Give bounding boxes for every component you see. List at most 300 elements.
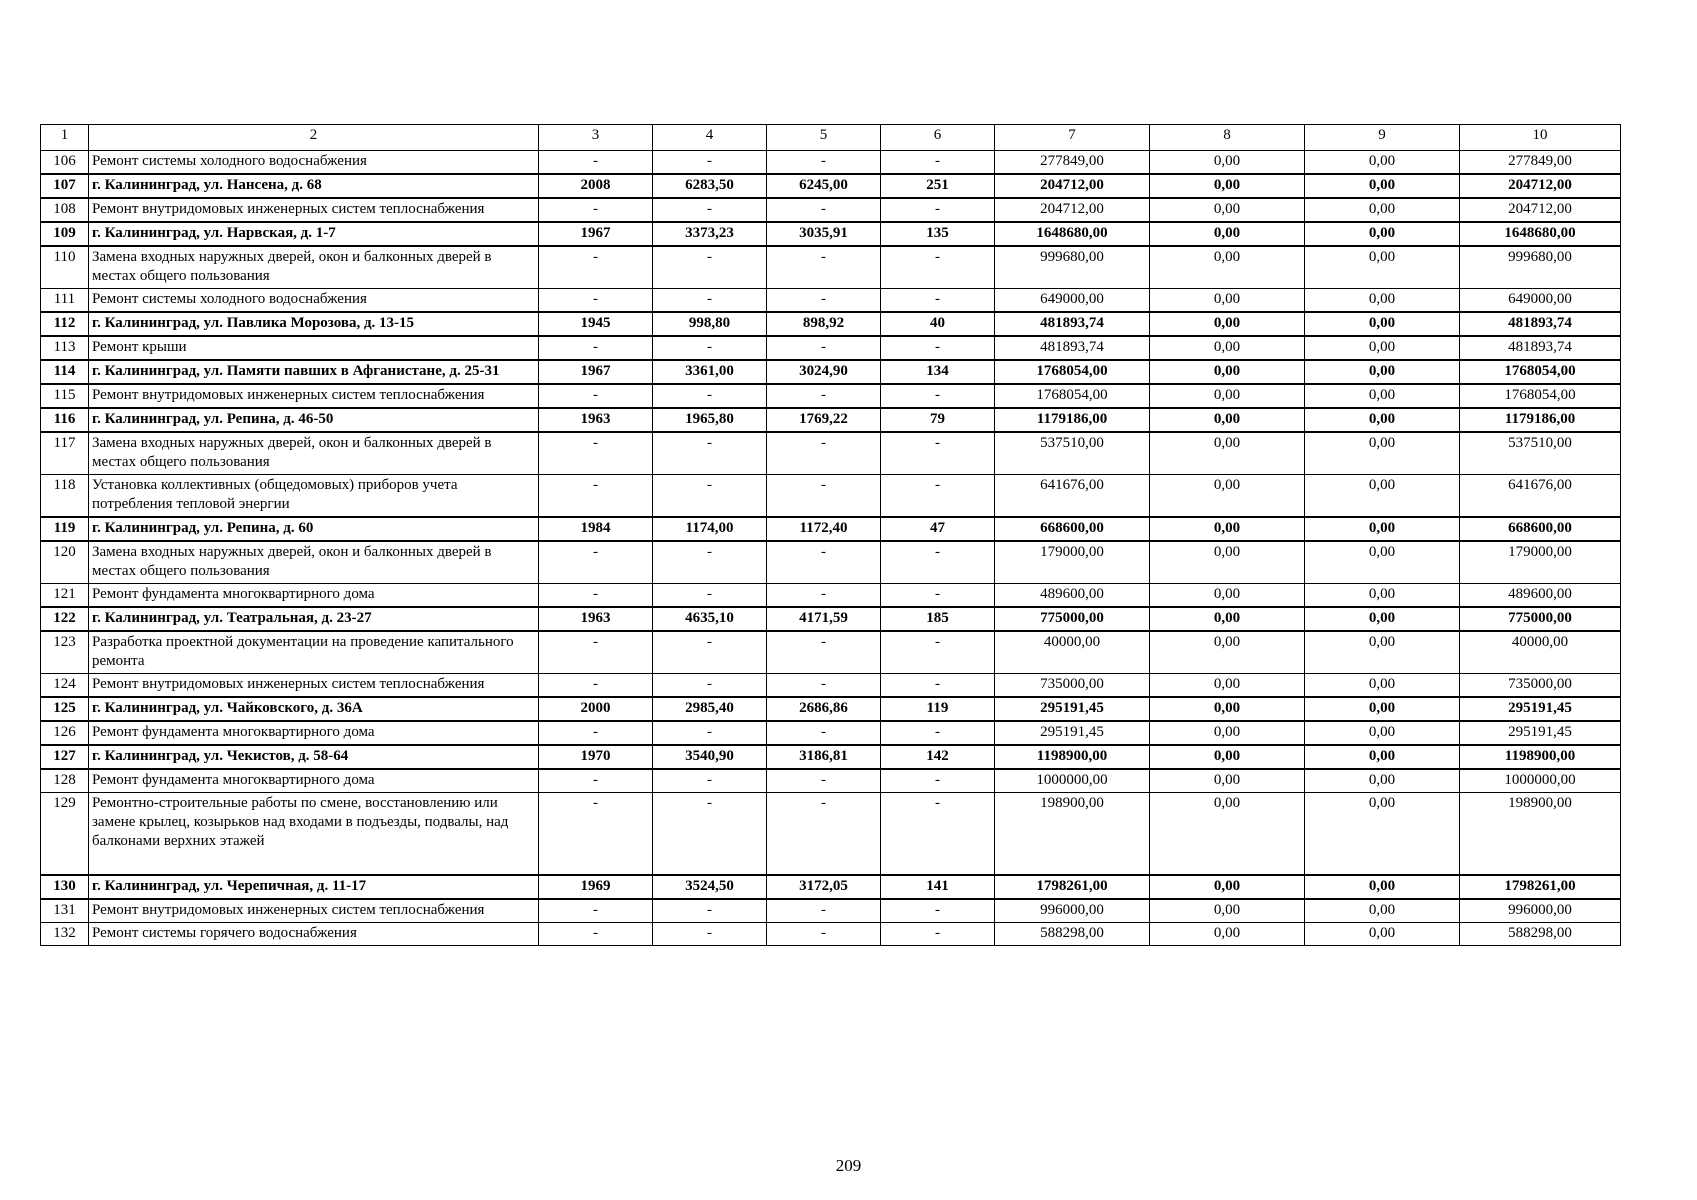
- living-area-cell: -: [767, 769, 881, 793]
- row-name-cell: Ремонт системы холодного водоснабжения: [89, 151, 539, 175]
- living-area-cell: -: [767, 899, 881, 923]
- owners-cost-cell: 481893,74: [1460, 312, 1621, 336]
- budget-cost-cell: 0,00: [1305, 541, 1460, 584]
- owners-cost-cell: 40000,00: [1460, 631, 1621, 674]
- row-name-cell: г. Калининград, ул. Театральная, д. 23-27: [89, 607, 539, 631]
- total-area-cell: -: [653, 923, 767, 946]
- row-number-cell: 109: [41, 222, 89, 246]
- owners-cost-cell: 204712,00: [1460, 174, 1621, 198]
- row-name-cell: Замена входных наружных дверей, окон и балконных дверей в местах общего пользования: [89, 541, 539, 584]
- build-year-cell: -: [539, 793, 653, 876]
- total-area-cell: -: [653, 432, 767, 475]
- total-area-cell: -: [653, 769, 767, 793]
- owners-cost-cell: 996000,00: [1460, 899, 1621, 923]
- row-number-cell: 127: [41, 745, 89, 769]
- fund-cost-cell: 0,00: [1150, 312, 1305, 336]
- total-area-cell: -: [653, 721, 767, 745]
- residents-cell: -: [881, 198, 995, 222]
- budget-cost-cell: 0,00: [1305, 312, 1460, 336]
- work-row: [41, 584, 1621, 608]
- build-year-cell: -: [539, 923, 653, 946]
- build-year-cell: -: [539, 475, 653, 518]
- budget-cost-cell: 0,00: [1305, 289, 1460, 313]
- build-year-cell: 1984: [539, 517, 653, 541]
- row-name-cell: Ремонт фундамента многоквартирного дома: [89, 584, 539, 608]
- budget-cost-cell: 0,00: [1305, 384, 1460, 408]
- column-header: 7: [995, 125, 1150, 151]
- residents-cell: -: [881, 336, 995, 360]
- living-area-cell: -: [767, 384, 881, 408]
- total-area-cell: 1965,80: [653, 408, 767, 432]
- total-area-cell: 998,80: [653, 312, 767, 336]
- row-number-cell: 124: [41, 674, 89, 698]
- owners-cost-cell: 735000,00: [1460, 674, 1621, 698]
- address-row: [41, 360, 1621, 384]
- fund-cost-cell: 0,00: [1150, 793, 1305, 876]
- fund-cost-cell: 0,00: [1150, 899, 1305, 923]
- owners-cost-cell: 775000,00: [1460, 607, 1621, 631]
- row-number-cell: 115: [41, 384, 89, 408]
- row-number-cell: 123: [41, 631, 89, 674]
- living-area-cell: -: [767, 793, 881, 876]
- total-cost-cell: 1798261,00: [995, 875, 1150, 899]
- residents-cell: -: [881, 793, 995, 876]
- budget-cost-cell: 0,00: [1305, 899, 1460, 923]
- living-area-cell: 2686,86: [767, 697, 881, 721]
- total-cost-cell: 1768054,00: [995, 384, 1150, 408]
- budget-cost-cell: 0,00: [1305, 875, 1460, 899]
- fund-cost-cell: 0,00: [1150, 674, 1305, 698]
- total-cost-cell: 1198900,00: [995, 745, 1150, 769]
- column-header: 1: [41, 125, 89, 151]
- residents-cell: 141: [881, 875, 995, 899]
- row-name-cell: г. Калининград, ул. Памяти павших в Афганистане, д. 25-31: [89, 360, 539, 384]
- budget-cost-cell: 0,00: [1305, 475, 1460, 518]
- build-year-cell: -: [539, 432, 653, 475]
- work-row: [41, 151, 1621, 175]
- total-area-cell: -: [653, 151, 767, 175]
- row-number-cell: 121: [41, 584, 89, 608]
- row-name-cell: г. Калининград, ул. Чайковского, д. 36А: [89, 697, 539, 721]
- living-area-cell: -: [767, 198, 881, 222]
- column-header: 8: [1150, 125, 1305, 151]
- residents-cell: -: [881, 631, 995, 674]
- budget-cost-cell: 0,00: [1305, 674, 1460, 698]
- fund-cost-cell: 0,00: [1150, 198, 1305, 222]
- address-row: [41, 697, 1621, 721]
- work-row: [41, 631, 1621, 674]
- total-cost-cell: 775000,00: [995, 607, 1150, 631]
- living-area-cell: 1769,22: [767, 408, 881, 432]
- total-cost-cell: 735000,00: [995, 674, 1150, 698]
- living-area-cell: 3024,90: [767, 360, 881, 384]
- total-cost-cell: 537510,00: [995, 432, 1150, 475]
- address-row: [41, 174, 1621, 198]
- total-cost-cell: 999680,00: [995, 246, 1150, 289]
- total-area-cell: -: [653, 198, 767, 222]
- residents-cell: 119: [881, 697, 995, 721]
- living-area-cell: -: [767, 631, 881, 674]
- column-header: 2: [89, 125, 539, 151]
- total-area-cell: -: [653, 631, 767, 674]
- address-row: [41, 517, 1621, 541]
- build-year-cell: -: [539, 289, 653, 313]
- residents-cell: 79: [881, 408, 995, 432]
- residents-cell: 135: [881, 222, 995, 246]
- residents-cell: -: [881, 769, 995, 793]
- row-number-cell: 125: [41, 697, 89, 721]
- total-cost-cell: 588298,00: [995, 923, 1150, 946]
- budget-cost-cell: 0,00: [1305, 336, 1460, 360]
- owners-cost-cell: 588298,00: [1460, 923, 1621, 946]
- owners-cost-cell: 277849,00: [1460, 151, 1621, 175]
- total-cost-cell: 40000,00: [995, 631, 1150, 674]
- build-year-cell: 1970: [539, 745, 653, 769]
- owners-cost-cell: 1000000,00: [1460, 769, 1621, 793]
- total-area-cell: -: [653, 384, 767, 408]
- row-name-cell: г. Калининград, ул. Репина, д. 46-50: [89, 408, 539, 432]
- residents-cell: -: [881, 151, 995, 175]
- owners-cost-cell: 1798261,00: [1460, 875, 1621, 899]
- row-number-cell: 113: [41, 336, 89, 360]
- owners-cost-cell: 1768054,00: [1460, 384, 1621, 408]
- build-year-cell: 1963: [539, 408, 653, 432]
- fund-cost-cell: 0,00: [1150, 151, 1305, 175]
- total-cost-cell: 996000,00: [995, 899, 1150, 923]
- total-area-cell: -: [653, 336, 767, 360]
- row-name-cell: Ремонт внутридомовых инженерных систем теплоснабжения: [89, 384, 539, 408]
- build-year-cell: -: [539, 336, 653, 360]
- residents-cell: -: [881, 289, 995, 313]
- fund-cost-cell: 0,00: [1150, 875, 1305, 899]
- row-number-cell: 117: [41, 432, 89, 475]
- living-area-cell: 898,92: [767, 312, 881, 336]
- row-name-cell: г. Калининград, ул. Чекистов, д. 58-64: [89, 745, 539, 769]
- owners-cost-cell: 1768054,00: [1460, 360, 1621, 384]
- row-name-cell: Ремонт фундамента многоквартирного дома: [89, 769, 539, 793]
- total-cost-cell: 1648680,00: [995, 222, 1150, 246]
- fund-cost-cell: 0,00: [1150, 289, 1305, 313]
- owners-cost-cell: 481893,74: [1460, 336, 1621, 360]
- owners-cost-cell: 204712,00: [1460, 198, 1621, 222]
- total-cost-cell: 295191,45: [995, 697, 1150, 721]
- row-name-cell: г. Калининград, ул. Павлика Морозова, д. 13-15: [89, 312, 539, 336]
- page-number: 209: [835, 1156, 862, 1175]
- address-row: [41, 745, 1621, 769]
- budget-cost-cell: 0,00: [1305, 584, 1460, 608]
- total-cost-cell: 1000000,00: [995, 769, 1150, 793]
- row-number-cell: 132: [41, 923, 89, 946]
- column-header: 5: [767, 125, 881, 151]
- owners-cost-cell: 999680,00: [1460, 246, 1621, 289]
- budget-cost-cell: 0,00: [1305, 432, 1460, 475]
- row-name-cell: Ремонтно-строительные работы по смене, восстановлению или замене крылец, козырьков над входами в подъезды, подвалы, над балконами верхних этажей: [89, 793, 539, 876]
- fund-cost-cell: 0,00: [1150, 246, 1305, 289]
- build-year-cell: -: [539, 541, 653, 584]
- fund-cost-cell: 0,00: [1150, 336, 1305, 360]
- total-cost-cell: 641676,00: [995, 475, 1150, 518]
- residents-cell: 47: [881, 517, 995, 541]
- owners-cost-cell: 295191,45: [1460, 721, 1621, 745]
- row-name-cell: г. Калининград, ул. Нансена, д. 68: [89, 174, 539, 198]
- fund-cost-cell: 0,00: [1150, 923, 1305, 946]
- row-name-cell: г. Калининград, ул. Репина, д. 60: [89, 517, 539, 541]
- row-number-cell: 126: [41, 721, 89, 745]
- row-number-cell: 107: [41, 174, 89, 198]
- row-number-cell: 120: [41, 541, 89, 584]
- total-area-cell: 3524,50: [653, 875, 767, 899]
- owners-cost-cell: 668600,00: [1460, 517, 1621, 541]
- budget-cost-cell: 0,00: [1305, 151, 1460, 175]
- build-year-cell: 2008: [539, 174, 653, 198]
- total-cost-cell: 204712,00: [995, 198, 1150, 222]
- build-year-cell: -: [539, 151, 653, 175]
- residents-cell: 134: [881, 360, 995, 384]
- budget-cost-cell: 0,00: [1305, 360, 1460, 384]
- residents-cell: -: [881, 923, 995, 946]
- row-name-cell: Установка коллективных (общедомовых) приборов учета потребления тепловой энергии: [89, 475, 539, 518]
- living-area-cell: 3035,91: [767, 222, 881, 246]
- owners-cost-cell: 489600,00: [1460, 584, 1621, 608]
- row-name-cell: Ремонт системы горячего водоснабжения: [89, 923, 539, 946]
- budget-cost-cell: 0,00: [1305, 408, 1460, 432]
- row-number-cell: 129: [41, 793, 89, 876]
- residents-cell: -: [881, 674, 995, 698]
- total-area-cell: 4635,10: [653, 607, 767, 631]
- owners-cost-cell: 198900,00: [1460, 793, 1621, 876]
- fund-cost-cell: 0,00: [1150, 384, 1305, 408]
- residents-cell: -: [881, 384, 995, 408]
- total-area-cell: -: [653, 674, 767, 698]
- total-area-cell: 3361,00: [653, 360, 767, 384]
- work-row: [41, 899, 1621, 923]
- total-cost-cell: 481893,74: [995, 312, 1150, 336]
- budget-cost-cell: 0,00: [1305, 923, 1460, 946]
- work-row: [41, 432, 1621, 475]
- living-area-cell: -: [767, 923, 881, 946]
- build-year-cell: -: [539, 246, 653, 289]
- build-year-cell: -: [539, 899, 653, 923]
- owners-cost-cell: 537510,00: [1460, 432, 1621, 475]
- living-area-cell: 1172,40: [767, 517, 881, 541]
- living-area-cell: -: [767, 289, 881, 313]
- living-area-cell: -: [767, 246, 881, 289]
- row-name-cell: Ремонт крыши: [89, 336, 539, 360]
- fund-cost-cell: 0,00: [1150, 721, 1305, 745]
- fund-cost-cell: 0,00: [1150, 631, 1305, 674]
- work-row: [41, 923, 1621, 946]
- total-cost-cell: 277849,00: [995, 151, 1150, 175]
- living-area-cell: 6245,00: [767, 174, 881, 198]
- build-year-cell: -: [539, 198, 653, 222]
- total-area-cell: -: [653, 899, 767, 923]
- owners-cost-cell: 1198900,00: [1460, 745, 1621, 769]
- row-number-cell: 119: [41, 517, 89, 541]
- build-year-cell: -: [539, 721, 653, 745]
- fund-cost-cell: 0,00: [1150, 745, 1305, 769]
- total-area-cell: -: [653, 541, 767, 584]
- work-row: [41, 384, 1621, 408]
- total-area-cell: -: [653, 584, 767, 608]
- header-row: [41, 125, 1621, 151]
- work-row: [41, 198, 1621, 222]
- residents-cell: -: [881, 541, 995, 584]
- row-name-cell: Замена входных наружных дверей, окон и балконных дверей в местах общего пользования: [89, 432, 539, 475]
- work-row: [41, 475, 1621, 518]
- residents-cell: -: [881, 721, 995, 745]
- row-name-cell: Ремонт фундамента многоквартирного дома: [89, 721, 539, 745]
- column-header: 6: [881, 125, 995, 151]
- total-area-cell: 6283,50: [653, 174, 767, 198]
- row-number-cell: 118: [41, 475, 89, 518]
- total-area-cell: -: [653, 793, 767, 876]
- budget-cost-cell: 0,00: [1305, 607, 1460, 631]
- build-year-cell: -: [539, 674, 653, 698]
- work-row: [41, 793, 1621, 876]
- row-number-cell: 108: [41, 198, 89, 222]
- row-name-cell: Разработка проектной документации на проведение капитального ремонта: [89, 631, 539, 674]
- work-row: [41, 769, 1621, 793]
- fund-cost-cell: 0,00: [1150, 475, 1305, 518]
- owners-cost-cell: 1648680,00: [1460, 222, 1621, 246]
- row-name-cell: Ремонт системы холодного водоснабжения: [89, 289, 539, 313]
- fund-cost-cell: 0,00: [1150, 584, 1305, 608]
- total-area-cell: -: [653, 246, 767, 289]
- owners-cost-cell: 649000,00: [1460, 289, 1621, 313]
- budget-cost-cell: 0,00: [1305, 745, 1460, 769]
- residents-cell: 142: [881, 745, 995, 769]
- budget-cost-cell: 0,00: [1305, 222, 1460, 246]
- budget-cost-cell: 0,00: [1305, 793, 1460, 876]
- row-number-cell: 114: [41, 360, 89, 384]
- document-page: [40, 124, 1620, 946]
- build-year-cell: 1945: [539, 312, 653, 336]
- residents-cell: 185: [881, 607, 995, 631]
- build-year-cell: -: [539, 631, 653, 674]
- living-area-cell: -: [767, 584, 881, 608]
- row-number-cell: 130: [41, 875, 89, 899]
- work-row: [41, 721, 1621, 745]
- living-area-cell: -: [767, 151, 881, 175]
- residents-cell: 40: [881, 312, 995, 336]
- row-name-cell: г. Калининград, ул. Нарвская, д. 1-7: [89, 222, 539, 246]
- address-row: [41, 875, 1621, 899]
- column-header: 10: [1460, 125, 1621, 151]
- row-number-cell: 116: [41, 408, 89, 432]
- budget-cost-cell: 0,00: [1305, 697, 1460, 721]
- row-number-cell: 110: [41, 246, 89, 289]
- work-row: [41, 289, 1621, 313]
- work-row: [41, 336, 1621, 360]
- total-cost-cell: 481893,74: [995, 336, 1150, 360]
- build-year-cell: 1963: [539, 607, 653, 631]
- work-row: [41, 674, 1621, 698]
- residents-cell: 251: [881, 174, 995, 198]
- row-number-cell: 131: [41, 899, 89, 923]
- residents-cell: -: [881, 432, 995, 475]
- residents-cell: -: [881, 584, 995, 608]
- total-area-cell: 3373,23: [653, 222, 767, 246]
- build-year-cell: 1967: [539, 222, 653, 246]
- row-name-cell: Ремонт внутридомовых инженерных систем теплоснабжения: [89, 198, 539, 222]
- row-name-cell: г. Калининград, ул. Черепичная, д. 11-17: [89, 875, 539, 899]
- build-year-cell: 1967: [539, 360, 653, 384]
- row-number-cell: 106: [41, 151, 89, 175]
- total-cost-cell: 489600,00: [995, 584, 1150, 608]
- budget-cost-cell: 0,00: [1305, 198, 1460, 222]
- total-cost-cell: 668600,00: [995, 517, 1150, 541]
- residents-cell: -: [881, 246, 995, 289]
- budget-cost-cell: 0,00: [1305, 246, 1460, 289]
- address-row: [41, 408, 1621, 432]
- row-name-cell: Ремонт внутридомовых инженерных систем теплоснабжения: [89, 674, 539, 698]
- build-year-cell: -: [539, 384, 653, 408]
- owners-cost-cell: 1179186,00: [1460, 408, 1621, 432]
- fund-cost-cell: 0,00: [1150, 432, 1305, 475]
- address-row: [41, 607, 1621, 631]
- row-number-cell: 128: [41, 769, 89, 793]
- living-area-cell: 4171,59: [767, 607, 881, 631]
- total-area-cell: 2985,40: [653, 697, 767, 721]
- fund-cost-cell: 0,00: [1150, 769, 1305, 793]
- row-number-cell: 122: [41, 607, 89, 631]
- row-name-cell: Замена входных наружных дверей, окон и балконных дверей в местах общего пользования: [89, 246, 539, 289]
- work-row: [41, 541, 1621, 584]
- fund-cost-cell: 0,00: [1150, 517, 1305, 541]
- address-row: [41, 222, 1621, 246]
- living-area-cell: -: [767, 674, 881, 698]
- total-cost-cell: 649000,00: [995, 289, 1150, 313]
- living-area-cell: -: [767, 721, 881, 745]
- residents-cell: -: [881, 475, 995, 518]
- fund-cost-cell: 0,00: [1150, 697, 1305, 721]
- build-year-cell: 1969: [539, 875, 653, 899]
- address-row: [41, 312, 1621, 336]
- budget-cost-cell: 0,00: [1305, 721, 1460, 745]
- budget-cost-cell: 0,00: [1305, 174, 1460, 198]
- fund-cost-cell: 0,00: [1150, 174, 1305, 198]
- fund-cost-cell: 0,00: [1150, 541, 1305, 584]
- total-cost-cell: 204712,00: [995, 174, 1150, 198]
- row-name-cell: Ремонт внутридомовых инженерных систем теплоснабжения: [89, 899, 539, 923]
- total-cost-cell: 1179186,00: [995, 408, 1150, 432]
- living-area-cell: 3186,81: [767, 745, 881, 769]
- total-area-cell: 3540,90: [653, 745, 767, 769]
- living-area-cell: -: [767, 475, 881, 518]
- build-year-cell: -: [539, 584, 653, 608]
- total-cost-cell: 295191,45: [995, 721, 1150, 745]
- table-body: [41, 125, 1621, 946]
- total-cost-cell: 179000,00: [995, 541, 1150, 584]
- living-area-cell: 3172,05: [767, 875, 881, 899]
- living-area-cell: -: [767, 541, 881, 584]
- fund-cost-cell: 0,00: [1150, 408, 1305, 432]
- build-year-cell: -: [539, 769, 653, 793]
- fund-cost-cell: 0,00: [1150, 222, 1305, 246]
- total-cost-cell: 198900,00: [995, 793, 1150, 876]
- residents-cell: -: [881, 899, 995, 923]
- owners-cost-cell: 295191,45: [1460, 697, 1621, 721]
- fund-cost-cell: 0,00: [1150, 607, 1305, 631]
- owners-cost-cell: 179000,00: [1460, 541, 1621, 584]
- row-number-cell: 111: [41, 289, 89, 313]
- living-area-cell: -: [767, 336, 881, 360]
- owners-cost-cell: 641676,00: [1460, 475, 1621, 518]
- column-header: 9: [1305, 125, 1460, 151]
- total-cost-cell: 1768054,00: [995, 360, 1150, 384]
- row-number-cell: 112: [41, 312, 89, 336]
- budget-cost-cell: 0,00: [1305, 631, 1460, 674]
